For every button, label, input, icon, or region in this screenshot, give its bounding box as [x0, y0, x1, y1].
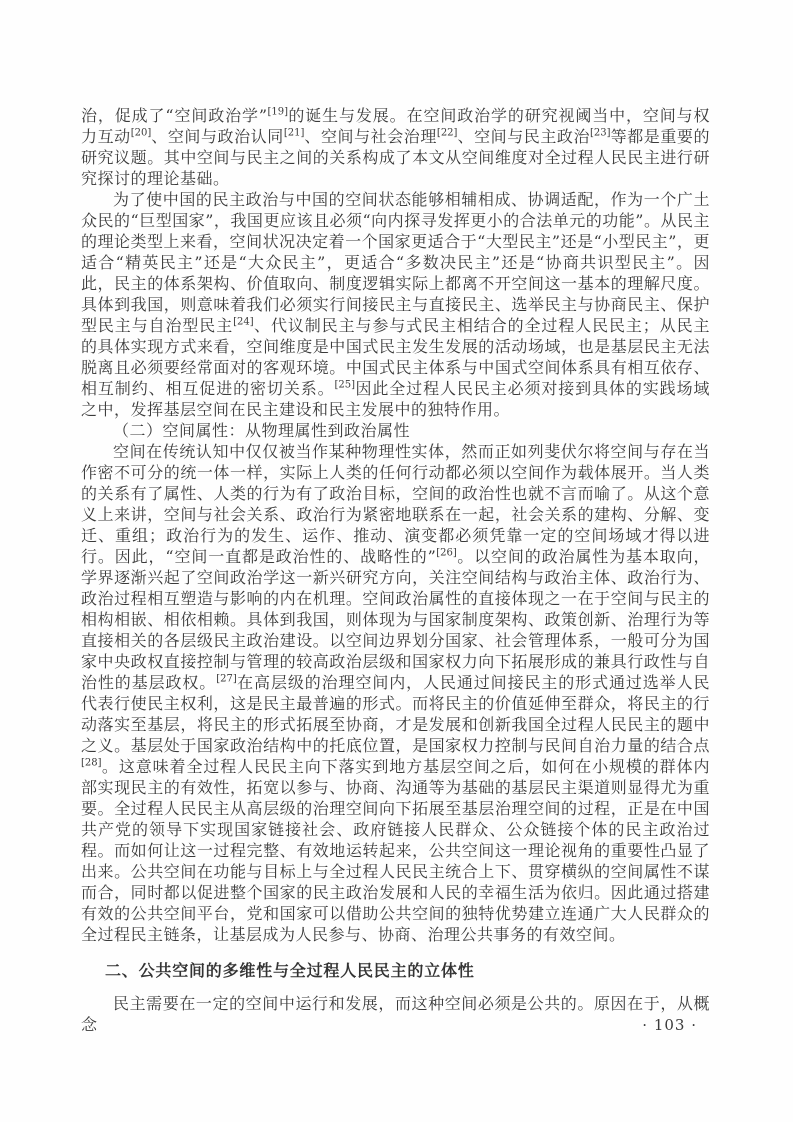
- footnote-reference: [26]: [436, 547, 457, 559]
- article-text-block: [81, 105, 710, 1035]
- body-paragraph: 为了使中国的民主政治与中国的空间状态能够相辅相成、协调适配，作为一个广土众民的“巨型国家”，我国更应该且必须“向内探寻发挥更小的合法单元的功能”。从民主的理论类型上来看，空间状况决定着一个国家更适合于“大型民主”还是“小型民主”，更适合“精英民主”还是“大众民主”，更适合“多数决民主”还是“协商共识型民主”。因此，民主的体系架构、价值取向、制度逻辑实际上都离不开空间这一基本的理解尺度。具体到我国，则意味着我们必须实行间接民主与直接民主、选举民主与协商民主、保护型民主与自治型民主[24]、代议制民主与参与式民主相结合的全过程人民民主；从民主的具体实现方式来看，空间维度是中国式民主发生发展的活动场域，也是基层民主无法脱离且必须要经常面对的客观环境。中国式民主体系与中国式空间体系具有相互依存、相互制约、相互促进的密切关系。[25]因此全过程人民民主必须对接到具体的实践场域之中，发挥基层空间在民主建设和民主发展中的独特作用。: [81, 190, 710, 419]
- footnote-reference: [20]: [130, 127, 152, 139]
- footnote-reference: [28]: [81, 757, 102, 769]
- footnote-reference: [19]: [267, 106, 289, 118]
- footnote-reference: [24]: [233, 316, 254, 328]
- footnote-reference: [22]: [436, 127, 458, 139]
- footnote-reference: [25]: [334, 379, 356, 391]
- subsection-heading: （二）空间属性：从物理属性到政治属性: [113, 421, 411, 440]
- page-number: · 103 ·: [642, 1016, 697, 1034]
- footnote-reference: [27]: [216, 673, 237, 685]
- footnote-reference: [23]: [590, 127, 611, 139]
- section-heading: 二、公共空间的多维性与全过程人民民主的立体性: [105, 961, 475, 980]
- body-paragraph: 民主需要在一定的空间中运行和发展，而这种空间必须是公共的。原因在于，从概念: [81, 994, 710, 1034]
- footnote-reference: [21]: [283, 127, 305, 139]
- body-paragraph: 治，促成了“空间政治学”[19]的诞生与发展。在空间政治学的研究视阈当中，空间与权力互动[20]、空间与政治认同[21]、空间与社会治理[22]、空间与民主政治[23]等都是重要的研究议题。其中空间与民主之间的关系构成了本文从空间维度对全过程人民民主进行研究探讨的理论基础。: [81, 106, 710, 188]
- body-paragraph: 空间在传统认知中仅仅被当作某种物理性实体，然而正如列斐伏尔将空间与存在当作密不可分的统一体一样，实际上人类的任何行动都必须以空间作为载体展开。当人类的关系有了属性、人类的行为有了政治目标，空间的政治性也就不言而喻了。从这个意义上来讲，空间与社会关系、政治行为紧密地联系在一起，社会关系的建构、分解、变迁、重组；政治行为的发生、运作、推动、演变都必须凭靠一定的空间场域才得以进行。因此，“空间一直都是政治性的、战略性的”[26]。以空间的政治属性为基本取向，学界逐渐兴起了空间政治学这一新兴研究方向，关注空间结构与政治主体、政治行为、政治过程相互塑造与影响的内在机理。空间政治属性的直接体现之一在于空间与民主的相构相嵌、相依相赖。具体到我国，则体现为与国家制度架构、政策创新、治理行为等直接相关的各层级民主政治建设。以空间边界划分国家、社会管理体系，一般可分为国家中央政权直接控制与管理的较高政治层级和国家权力向下拓展形成的兼具行政性与自治性的基层政权。[27]在高层级的治理空间内，人民通过间接民主的形式通过选举人民代表行使民主权利，这是民主最普遍的形式。而将民主的价值延伸至群众，将民主的行动落实至基层，将民主的形式拓展至协商，才是发展和创新我国全过程人民民主的题中之义。基层处于国家政治结构中的托底位置，是国家权力控制与民间自治力量的结合点[28]。这意味着全过程人民民主向下落实到地方基层空间之后，如何在小规模的群体内部实现民主的有效性，拓宽以参与、协商、沟通等为基础的基层民主渠道则显得尤为重要。全过程人民民主从高层级的治理空间向下拓展至基层治理空间的过程，正是在中国共产党的领导下实现国家链接社会、政府链接人民群众、公众链接个体的民主政治过程。而如何让这一过程完整、有效地运转起来，公共空间这一理论视角的重要性凸显了出来。公共空间在功能与目标上与全过程人民民主统合上下、贯穿横纵的空间属性不谋而合，同时都以促进整个国家的民主政治发展和人民的幸福生活为依归。因此通过搭建有效的公共空间平台，党和国家可以借助公共空间的独特优势建立连通广大人民群众的全过程民主链条，让基层成为人民参与、协商、治理公共事务的有效空间。: [81, 442, 710, 944]
